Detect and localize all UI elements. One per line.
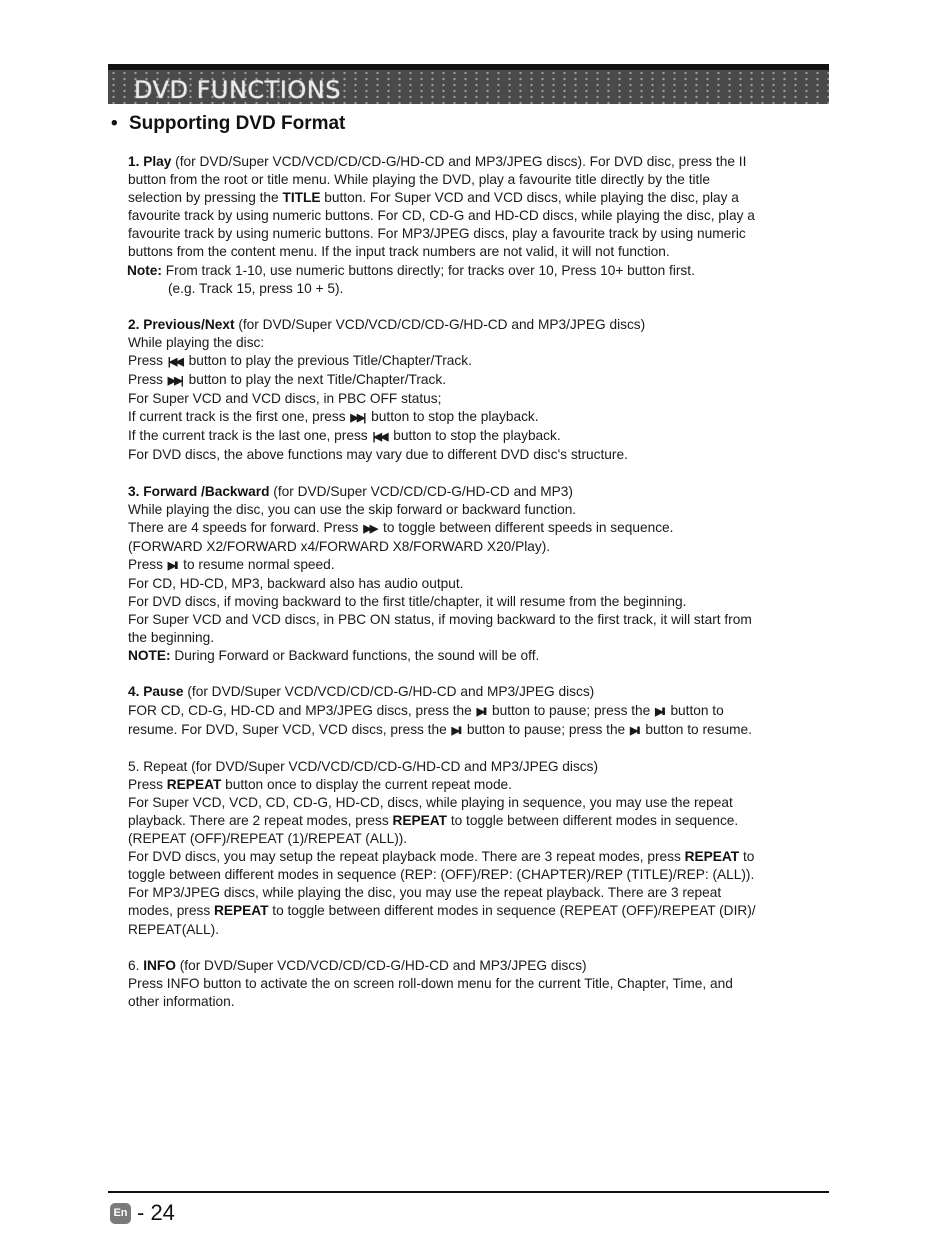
text-line — [128, 352, 830, 371]
section-banner — [108, 70, 829, 104]
text: Press — [128, 776, 167, 792]
section-pause — [128, 683, 830, 739]
text: button to pause; press the — [463, 721, 629, 737]
text: During Forward or Backward functions, the sound will be off. — [170, 648, 540, 664]
text: For DVD discs, if moving backward to the first title/chapter, it will resume from the beginning. — [128, 594, 687, 610]
text-line — [128, 721, 830, 740]
text: 6. — [128, 957, 144, 973]
text: favourite track by using numeric buttons. For CD, CD-G and HD-CD discs, while playing the disc, play a — [128, 208, 755, 224]
fast-forward-icon: ▶▶ — [363, 522, 377, 535]
text-line — [128, 371, 830, 390]
text: resume. For DVD, Super VCD, VCD discs, press the — [128, 721, 451, 737]
text-line — [128, 812, 830, 830]
text: button from the root or title menu. While playing the DVD, play a favourite title directly by the title — [128, 172, 710, 188]
text: Press — [128, 556, 167, 572]
key-repeat: REPEAT — [213, 903, 269, 919]
text-line — [128, 776, 830, 794]
note-label: NOTE: — [128, 648, 171, 664]
text: button to pause; press the — [488, 702, 655, 718]
text: From track 1-10, use numeric buttons directly; for tracks over 10, Press 10+ button first. — [161, 262, 695, 278]
text: modes, press — [128, 903, 214, 919]
text: For Super VCD and VCD discs, in PBC ON status, if moving backward to the first track, it will start from — [128, 612, 752, 628]
text: If current track is the first one, press — [128, 409, 350, 425]
section-info — [128, 957, 830, 1011]
section-title-line — [128, 316, 830, 334]
text: button once to display the current repeat mode. — [221, 776, 512, 792]
previous-icon: |◀◀ — [372, 431, 387, 444]
page-heading — [111, 113, 345, 135]
content — [128, 153, 830, 1011]
text: to — [739, 849, 755, 865]
text: For CD, HD-CD, MP3, backward also has audio output. — [128, 575, 464, 591]
text: toggle between different modes in sequence (REP: (OFF)/REP: (CHAPTER)/REP (TITLE)/REP: (ALL)). — [128, 867, 755, 883]
text: For DVD discs, you may setup the repeat playback mode. There are 3 repeat modes, press — [128, 849, 685, 865]
section-forward-backward — [128, 483, 830, 666]
section-title-line — [128, 683, 830, 701]
section-title-line — [128, 957, 830, 975]
text: For DVD discs, the above functions may vary due to different DVD disc's structure. — [128, 447, 628, 463]
section-title: 5. Repeat (for DVD/Super VCD/VCD/CD/CD-G/HD-CD and MP3/JPEG discs) — [128, 758, 599, 774]
text: (e.g. Track 15, press 10 + 5). — [168, 280, 344, 296]
play-pause-icon: ▶II — [451, 724, 461, 737]
text: button to stop the playback. — [389, 428, 561, 444]
text: to toggle between different modes in sequence (REPEAT (OFF)/REPEAT (DIR)/ — [268, 903, 756, 919]
text: FOR CD, CD-G, HD-CD and MP3/JPEG discs, press the — [128, 702, 476, 718]
next-icon: ▶▶| — [167, 375, 182, 388]
section-previous-next — [128, 316, 830, 465]
note — [127, 262, 830, 280]
section-title: 4. Pause — [128, 684, 184, 700]
key-repeat: REPEAT — [392, 813, 448, 828]
key-repeat: REPEAT — [684, 849, 740, 865]
text-line — [128, 189, 830, 207]
text: While playing the disc: — [128, 334, 265, 350]
next-icon: ▶▶| — [350, 412, 365, 425]
text: (for DVD/Super VCD/VCD/CD/CD-G/HD-CD and MP3/JPEG discs) — [183, 684, 595, 700]
page-footer — [110, 1200, 175, 1226]
note-label: Note: — [127, 262, 162, 278]
text: playback. There are 2 repeat modes, press — [128, 813, 393, 828]
text: button. For Super VCD and VCD discs, while playing the disc, play a — [320, 190, 739, 206]
text: For Super VCD and VCD discs, in PBC OFF status; — [128, 391, 442, 407]
heading-text: Supporting DVD Format — [129, 113, 346, 134]
text: favourite track by using numeric buttons. For MP3/JPEG discs, play a favourite track by using numeric — [128, 226, 746, 242]
text: (for DVD/Super VCD/VCD/CD/CD-G/HD-CD and MP3/JPEG discs) — [234, 316, 646, 332]
section-title: 1. Play — [128, 154, 172, 169]
text: (for DVD/Super VCD/CD/CD-G/HD-CD and MP3) — [269, 483, 573, 499]
text: (for DVD/Super VCD/VCD/CD/CD-G/HD-CD and MP3/JPEG discs) — [175, 957, 587, 973]
text: button to — [666, 702, 724, 718]
bullet-icon: • — [111, 113, 118, 134]
text: Press INFO button to activate the on screen roll-down menu for the current Title, Chapter, Time, and — [128, 975, 733, 991]
key-title: TITLE — [282, 190, 321, 206]
text: (FORWARD X2/FORWARD x4/FORWARD X8/FORWARD X20/Play). — [128, 538, 551, 554]
text: For Super VCD, VCD, CD, CD-G, HD-CD, discs, while playing in sequence, you may use the repeat — [128, 794, 733, 810]
text: Press — [128, 352, 167, 368]
text: button to play the previous Title/Chapter/Track. — [184, 352, 472, 368]
language-en-icon: En — [110, 1203, 131, 1224]
text: to toggle between different modes in sequence. — [447, 813, 739, 828]
text-line — [128, 427, 830, 446]
key-repeat: REPEAT — [166, 776, 222, 792]
text: button to resume. — [641, 721, 752, 737]
text: button to stop the playback. — [367, 409, 539, 425]
play-pause-icon: ▶II — [629, 724, 639, 737]
text: to toggle between different speeds in sequence. — [379, 519, 674, 535]
text: While playing the disc, you can use the skip forward or backward function. — [128, 501, 577, 517]
play-pause-icon: ▶II — [167, 559, 177, 572]
text-line — [128, 408, 830, 427]
text-line — [128, 519, 830, 538]
bottom-rule — [108, 1191, 829, 1193]
text-line — [128, 702, 830, 721]
text: (for DVD/Super VCD/VCD/CD/CD-G/HD-CD and MP3/JPEG discs). For DVD disc, press the II — [171, 154, 747, 169]
text: (REPEAT (OFF)/REPEAT (1)/REPEAT (ALL)). — [128, 831, 408, 847]
section-title-line — [128, 483, 830, 501]
page-number: - 24 — [137, 1200, 175, 1225]
note — [128, 647, 830, 665]
text: to resume normal speed. — [179, 556, 335, 572]
text: other information. — [128, 993, 235, 1009]
play-pause-icon: ▶II — [655, 705, 664, 718]
text: Press — [128, 372, 167, 388]
text: buttons from the content menu. If the input track numbers are not valid, it will not function. — [128, 244, 670, 260]
text-line — [128, 902, 830, 920]
section-title: INFO — [143, 957, 176, 973]
banner-title: DVD FUNCTIONS — [134, 76, 341, 104]
section-repeat — [128, 758, 830, 939]
play-pause-icon: ▶II — [476, 705, 486, 718]
section-title: 2. Previous/Next — [128, 316, 235, 332]
text-line — [128, 556, 830, 575]
text: If the current track is the last one, press — [128, 428, 372, 444]
section-play — [128, 153, 830, 298]
text: There are 4 speeds for forward. Press — [128, 519, 363, 535]
previous-icon: |◀◀ — [167, 355, 182, 368]
section-title: 3. Forward /Backward — [128, 483, 270, 499]
text-line — [128, 848, 830, 866]
text: For MP3/JPEG discs, while playing the disc, you may use the repeat playback. There are 3 repeat — [128, 885, 722, 901]
text: REPEAT(ALL). — [128, 921, 220, 937]
text: button to play the next Title/Chapter/Track. — [184, 372, 447, 388]
text: selection by pressing the — [128, 190, 283, 206]
text: the beginning. — [128, 630, 215, 646]
